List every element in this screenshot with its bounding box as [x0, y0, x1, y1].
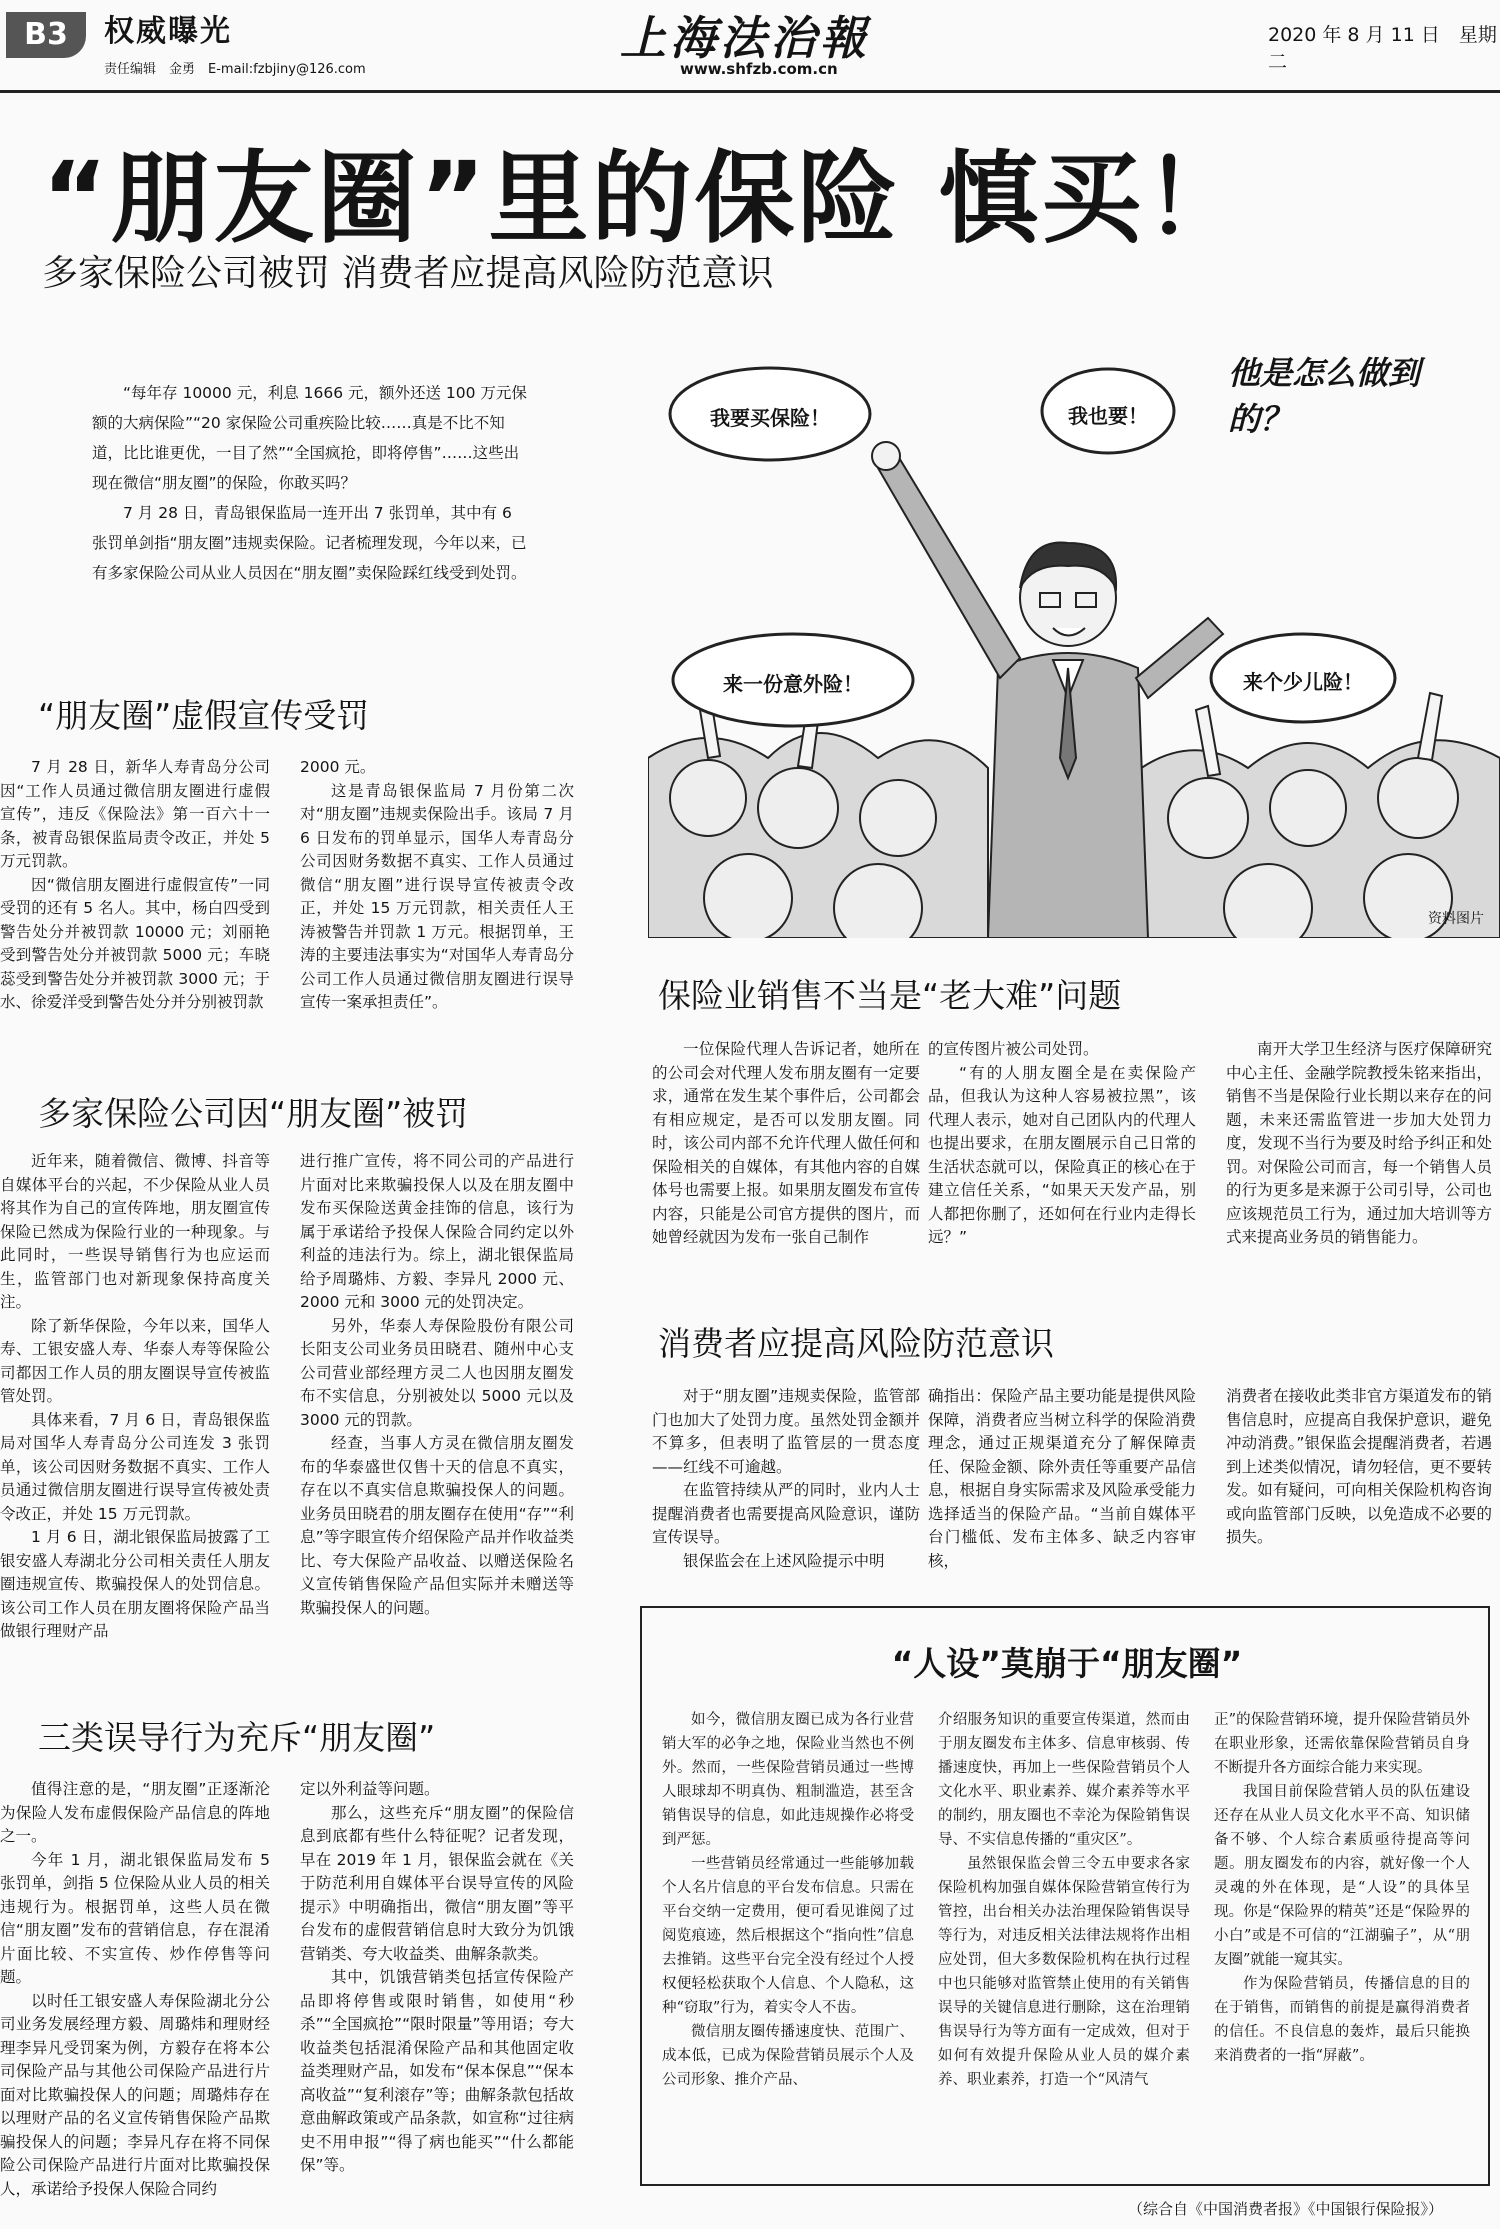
section-heading: 三类误导行为充斥“朋友圈”: [38, 1718, 436, 1757]
section-name: 权威曝光: [104, 14, 232, 49]
box-column: [1214, 1708, 1470, 2174]
section-heading: 消费者应提高风险防范意识: [658, 1324, 1054, 1363]
paragraph: “有的人朋友圈全是在卖保险产品，但我认为这种人容易被拉黑”，该代理人表示，她对自己团队内的代理人也提出要求，在朋友圈展示自己日常的生活状态就可以，保险真正的核心在于建立信任关系，“如果天天发产品，别人都把你删了，还如何在行业内走得长远？”: [928, 1063, 1196, 1246]
paragraph: 正”的保险营销环境，提升保险营销员外在职业形象，还需依靠保险营销员自身不断提升各方面综合能力来实现。: [1214, 1712, 1470, 1776]
sub-headline: 多家保险公司被罚 消费者应提高风险防范意识: [42, 253, 774, 294]
lead-paragraph: 7 月 28 日，青岛银保监局一连开出 7 张罚单，其中有 6 张罚单剑指“朋友圈”违规卖保险。记者梳理发现，今年以来，已有多家保险公司从业人员因在“朋友圈”卖保险踩红线受到处罚。: [92, 504, 527, 582]
article-column: [300, 1150, 574, 1670]
photo-credit: 资料图片: [1428, 911, 1484, 927]
bubble-text: 来一份意外险！: [723, 672, 863, 696]
section-heading: 多家保险公司因“朋友圈”被罚: [38, 1094, 469, 1133]
main-headline: “朋友圈”里的保险 慎买！: [42, 140, 1248, 257]
cartoon-illustration: [648, 338, 1500, 938]
paragraph: 作为保险营销员，传播信息的目的在于销售，而销售的前提是赢得消费者的信任。不良信息的轰炸，最后只能换来消费者的一指“屏蔽”。: [1214, 1976, 1470, 2064]
bubble-text: 他是怎么做到的？: [1228, 354, 1421, 438]
bubble-text: 我也要！: [1068, 404, 1148, 428]
article-column: [928, 1038, 1196, 1274]
bubble-text: 来个少儿险！: [1243, 670, 1363, 694]
newspaper-logo: 上海法治報: [620, 11, 870, 65]
article-column: [0, 756, 270, 1044]
article-column: [928, 1385, 1196, 1579]
paragraph: 一位保险代理人告诉记者，她所在的公司会对代理人发布朋友圈有一定要求，通常在发生某个事件后，公司都会有相应规定，是否可以发朋友圈。同时，该公司内部不允许代理人做任何和保险相关的自媒体，有其他内容的自媒体号也需要上报。如果朋友圈发布宣传内容，只能是公司官方提供的图片，而她曾经就因为发布一张自己制作: [652, 1040, 920, 1246]
commentary-box: [640, 1606, 1490, 2186]
paragraph: 如今，微信朋友圈已成为各行业营销大军的必争之地，保险业当然也不例外。然而，一些保险营销员通过一些博人眼球却不明真伪、粗制滥造，甚至含销售误导的信息，如此违规操作必将受到严惩。: [662, 1712, 914, 1848]
paragraph: 因“微信朋友圈进行虚假宣传”一同受罚的还有 5 名人。其中，杨白四受到警告处分并被罚款 10000 元；刘丽艳受到警告处分并被罚款 5000 元；车晓蕊受到警告处分并被罚款 3000 元；于水、徐爱洋受到警告处分并分别被罚款: [0, 875, 270, 1011]
paragraph: 消费者在接收此类非官方渠道发布的销售信息时，应提高自我保护意识，避免冲动消费。”银保监会提醒消费者，若遇到上述类似情况，请勿轻信，更不要转发。如有疑问，可向相关保险机构咨询或向监管部门反映，以免造成不必要的损失。: [1226, 1387, 1492, 1546]
paragraph: 定以外利益等问题。: [300, 1780, 440, 1798]
article-column: [1226, 1038, 1492, 1274]
paragraph: 我国目前保险营销人员的队伍建设还存在从业人员文化水平不高、知识储备不够、个人综合素质亟待提高等问题。朋友圈发布的内容，就好像一个人灵魂的外在体现，是“人设”的具体呈现。你是“保险界的精英”还是“保险界的小白”或是不可信的“江湖骗子”，从“朋友圈”就能一窥其实。: [1214, 1784, 1470, 1968]
paragraph: 1 月 6 日，湖北银保监局披露了工银安盛人寿湖北分公司相关责任人朋友圈违规宣传、欺骗投保人的处罚信息。该公司工作人员在朋友圈将保险产品当做银行理财产品: [0, 1528, 270, 1640]
box-column: [938, 1708, 1190, 2174]
page-badge: B3: [6, 12, 86, 58]
editor-line: 责任编辑 金勇 E-mail:fzbjiny@126.com: [104, 62, 366, 77]
paragraph: 银保监会在上述风险提示中明: [683, 1551, 885, 1570]
article-column: [652, 1385, 920, 1579]
bubble-text: 我要买保险！: [710, 406, 830, 430]
paragraph: 除了新华保险，今年以来，国华人寿、工银安盛人寿、华泰人寿等保险公司都因工作人员的朋友圈误导宣传被监管处罚。: [0, 1316, 270, 1405]
paragraph: 在监管持续从严的同时，业内人士提醒消费者也需要提高风险意识，谨防宣传误导。: [652, 1481, 920, 1546]
paragraph: 虽然银保监会曾三令五申要求各家保险机构加强自媒体保险营销宣传行为管控，出台相关办法治理保险销售误导等行为，对违反相关法律法规将作出相应处罚，但大多数保险机构在执行过程中也只能够对监管禁止使用的有关销售误导的关键信息进行删除，这在治理销售误导行为等方面有一定成效，但对于如何有效提升保险从业人员的媒介素养、职业素养，打造一个“风清气: [938, 1856, 1190, 2088]
issue-date: 2020 年 8 月 11 日 星期二: [1268, 24, 1497, 73]
article-column: [300, 1778, 574, 2226]
paragraph: 7 月 28 日，新华人寿青岛分公司因“工作人员通过微信朋友圈进行虚假宣传”，违反《保险法》第一百六十一条，被青岛银保监局责令改正，并处 5 万元罚款。: [0, 758, 270, 870]
article-column: [300, 756, 574, 1044]
paragraph: 值得注意的是，“朋友圈”正逐渐沦为保险人发布虚假保险产品信息的阵地之一。: [0, 1780, 270, 1845]
paragraph: 进行推广宣传，将不同公司的产品进行片面对比来欺骗投保人以及在朋友圈中发布买保险送黄金挂饰的信息，该行为属于承诺给予投保人保险合同约定以外利益的违法行为。综上，湖北银保监局给予周璐炜、方毅、李异凡 2000 元、2000 元和 3000 元的处罚决定。: [300, 1152, 574, 1311]
paragraph: 另外，华泰人寿保险股份有限公司长阳支公司业务员田晓君、随州中心支公司营业部经理方灵二人也因朋友圈发布不实信息，分别被处以 5000 元以及 3000 元的罚款。: [300, 1316, 574, 1429]
website-url: www.shfzb.com.cn: [680, 60, 838, 78]
section-heading: “朋友圈”虚假宣传受罚: [38, 696, 370, 735]
article-column: [652, 1038, 920, 1274]
paragraph: 介绍服务知识的重要宣传渠道，然而由于朋友圈发布主体多、信息审核弱、传播速度快，再加上一些保险营销员个人文化水平、职业素养、媒介素养等水平的制约，朋友圈也不幸沦为保险销售误导、不实信息传播的“重灾区”。: [938, 1712, 1190, 1848]
box-column: [662, 1708, 914, 2174]
paragraph: 那么，这些充斥“朋友圈”的保险信息到底都有些什么特征呢？记者发现，早在 2019 年 1 月，银保监会就在《关于防范利用自媒体平台误导宣传的风险提示》中明确指出，微信“朋友圈”等平台发布的虚假营销信息时大致分为饥饿营销类、夸大收益类、曲解条款类。: [300, 1803, 574, 1963]
paragraph: 经查，当事人方灵在微信朋友圈发布的华泰盛世仅售十天的信息不真实，存在以不真实信息欺骗投保人的问题。业务员田晓君的朋友圈存在使用“存”“利息”等字眼宣传介绍保险产品并作收益类比、夸大保险产品收益、以赠送保险名义宣传销售保险产品但实际并未赠送等欺骗投保人的问题。: [300, 1434, 574, 1617]
paragraph: 以时任工银安盛人寿保险湖北分公司业务发展经理方毅、周璐炜和理财经理李异凡受罚案为例，方毅存在将本公司保险产品与其他公司保险产品进行片面对比欺骗投保人的问题；周璐炜存在以理财产品的名义宣传销售保险产品欺骗投保人的问题；李异凡存在将不同保险公司保险产品进行片面对比欺骗投保人，承诺给予投保人保险合同约: [0, 1991, 270, 2198]
paragraph: 今年 1 月，湖北银保监局发布 5 张罚单，剑指 5 位保险从业人员的相关违规行为。根据罚单，这些人员在微信“朋友圈”发布的营销信息，存在混淆片面比较、不实宣传、炒作停售等问题。: [0, 1850, 270, 1986]
paragraph: 具体来看，7 月 6 日，青岛银保监局对国华人寿青岛分公司连发 3 张罚单，该公司因财务数据不真实、工作人员通过微信朋友圈进行误导宣传被处责令改正，并处 15 万元罚款。: [0, 1410, 270, 1523]
paragraph: 微信朋友圈传播速度快、范围广、成本低，已成为保险营销员展示个人及公司形象、推介产品、: [662, 2024, 914, 2088]
paragraph: 的宣传图片被公司处罚。: [928, 1040, 1099, 1058]
article-column: [0, 1778, 270, 2226]
lead-paragraph: “每年存 10000 元，利息 1666 元，额外还送 100 万元保额的大病保险”“20 家保险公司重疾险比较……真是不比不知道，比比谁更优，一目了然”“全国疯抢，即将停售”……这些出现在微信“朋友圈”的保险，你敢买吗？: [92, 384, 527, 492]
box-title: “人设”莫崩于“朋友圈”: [891, 1644, 1243, 1683]
paragraph: 其中，饥饿营销类包括宣传保险产品即将停售或限时销售，如使用“秒杀”“全国疯抢”“限时限量”等用语；夸大收益类包括混淆保险产品和其他固定收益类理财产品，如发布“保本保息”“保本高收益”“复利滚存”等；曲解条款包括故意曲解政策或产品条款，如宣称“过往病史不用申报”“得了病也能买”“什么都能保”等。: [300, 1968, 574, 2174]
paragraph: 确指出：保险产品主要功能是提供风险保障，消费者应当树立科学的保险消费理念，通过正规渠道充分了解保障责任、保险金额、除外责任等重要产品信息，根据自身实际需求及风险承受能力选择适当的保险产品。“当前自媒体平台门槛低、发布主体多、缺乏内容审核，: [928, 1387, 1196, 1570]
article-column: [0, 1150, 270, 1670]
source-note: （综合自《中国消费者报》《中国银行保险报》）: [1128, 2200, 1444, 2218]
paragraph: 这是青岛银保监局 7 月份第二次对“朋友圈”违规卖保险出手。该局 7 月 6 日发布的罚单显示，国华人寿青岛分公司因财务数据不真实、工作人员通过微信“朋友圈”进行误导宣传被责令改正，并处 15 万元罚款，相关责任人王涛被警告并罚款 1 万元。根据罚单，王涛的主要违法事实为“对国华人寿青岛分公司工作人员通过微信朋友圈进行误导宣传一案承担责任”。: [300, 781, 574, 1011]
paragraph: 一些营销员经常通过一些能够加载个人名片信息的平台发布信息。只需在平台交纳一定费用，便可看见谁阅了过阅览痕迹，然后根据这个“指向性”信息去推销。这些平台完全没有经过个人授权便轻松获取个人信息、个人隐私，这种“窃取”行为，着实令人不齿。: [662, 1856, 914, 2016]
lead-paragraphs: [92, 378, 532, 588]
article-column: [1226, 1385, 1492, 1579]
paragraph: 2000 元。: [300, 758, 376, 776]
paragraph: 南开大学卫生经济与医疗保障研究中心主任、金融学院教授朱铭来指出，销售不当是保险行业长期以来存在的问题，未来还需监管进一步加大处罚力度，发现不当行为要及时给予纠正和处罚。对保险公司而言，每一个销售人员的行为更多是来源于公司引导，公司也应该规范员工行为，通过加大培训等方式来提高业务员的销售能力。: [1226, 1040, 1492, 1246]
paragraph: 近年来，随着微信、微博、抖音等自媒体平台的兴起，不少保险从业人员将其作为自己的宣传阵地，朋友圈宣传保险已然成为保险行业的一种现象。与此同时，一些误导销售行为也应运而生，监管部门也对新现象保持高度关注。: [0, 1152, 270, 1311]
section-heading: 保险业销售不当是“老大难”问题: [658, 976, 1122, 1015]
paragraph: 对于“朋友圈”违规卖保险，监管部门也加大了处罚力度。虽然处罚金额并不算多，但表明了监管层的一贯态度——红线不可逾越。: [652, 1387, 920, 1476]
